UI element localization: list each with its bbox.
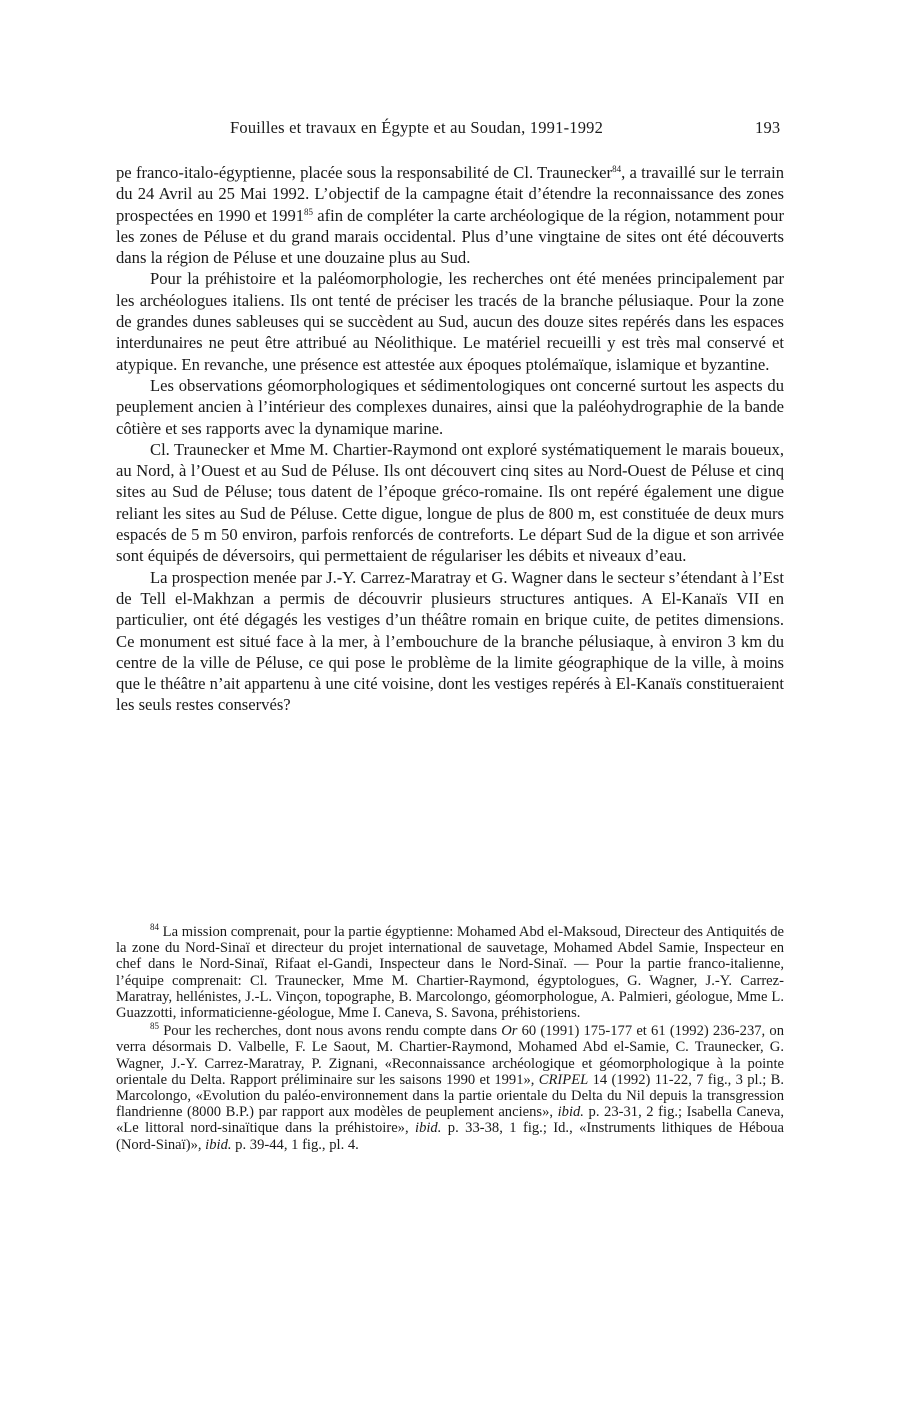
footnote-ref-84: 84 xyxy=(612,164,622,174)
paragraph: pe franco-italo-égyptienne, placée sous la responsabilité de Cl. Traunecker$^{84}$, a travaillé sur le terrain du 24 Avril au 25 Mai 1992. L’objectif de la campagne était d’étendre la reconnaissance des zones prospectées en 1990 et 1991$^{85}$ afin de compléter la carte archéologique de la région, notamment pour les zones de Péluse et du grand marais occidental. Plus d’une vingtaine de sites ont été découverts dans la région de Péluse et une douzaine plus au Sud. xyxy=(116,163,784,268)
footnote-84: $^{84}$ La mission comprenait, pour la partie égyptienne: Mohamed Abd el-Maksoud, Directeur des Antiquités de la zone du Nord-Sinaï et directeur du projet international de sauvetage, Mohamed Abdel Samie, Inspecteur en chef dans le Nord-Sinaï, Rifaat el-Gandi, Inspecteur dans le Nord-Sinaï. — Pour la partie franco-italienne, l’équipe comprenait: Cl. Traunecker, Mme M. Chartier-Raymond, égyptologues, G. Wagner, J.-Y. Carrez-Maratray, hellénistes, J.-L. Vinçon, topographe, B. Marcolongo, géomorphologue, A. Palmieri, géologue, Mme L. Guazzotti, informaticienne-géologue, Mme I. Caneva, S. Savona, préhistoriens. xyxy=(116,922,784,1022)
main-text xyxy=(116,162,784,716)
footnote-85: $^{85}$ Pour les recherches, dont nous avons rendu compte dans Or 60 (1991) 175-177 et 61 (1992) 236-237, on verra désormais D. Valbelle, F. Le Saout, M. Chartier-Raymond, Mohamed Abd el-Samie, C. Traunecker, G. Wagner, J.-Y. Carrez-Maratray, P. Zignani, «Reconnaissance archéologique et géomorphologique à la pointe orientale du Delta. Rapport préliminaire sur les saisons 1990 et 1991», CRIPEL 14 (1992) 11-22, 7 fig., 3 pl.; B. Marcolongo, «Evolution du paléo-environnement dans la partie orientale du Delta du Nil depuis la transgression flandrienne (8000 B.P.) par rapport aux modèles de peuplement anciens», ibid. p. 23-31, 2 fig.; Isabella Caneva, «Le littoral nord-sinaïtique dans la préhistoire», ibid. p. 33-38, 1 fig.; Id., «Instruments lithiques de Héboua (Nord-Sinaï)», ibid. p. 39-44, 1 fig., pl. 4. xyxy=(116,1021,784,1153)
running-title: Fouilles et travaux en Égypte et au Soudan, 1991-1992 xyxy=(230,118,604,137)
paragraph: Pour la préhistoire et la paléomorphologie, les recherches ont été menées principalement par les archéologues italiens. Ils ont tenté de préciser les tracés de la branche pélusiaque. Pour la zone de grandes dunes sableuses qui se succèdent au Sud, aucun des douze sites repérés dans les espaces interdunaires ne peut être attribué au Néolithique. Le matériel recueilli y est très mal conservé et atypique. En revanche, une présence est attestée aux époques ptolémaïque, islamique et byzantine. xyxy=(116,269,784,374)
paragraph: Les observations géomorphologiques et sédimentologiques ont concerné surtout les aspects du peuplement ancien à l’intérieur des complexes dunaires, ainsi que la paléohydrographie de la bande côtière et ses rapports avec la dynamique marine. xyxy=(116,375,784,438)
footnote-number: 84 xyxy=(150,922,159,932)
footnote-ref-85: 85 xyxy=(304,206,314,217)
paragraph: La prospection menée par J.-Y. Carrez-Maratray et G. Wagner dans le secteur s’étendant à l’Est de Tell el-Makhzan a permis de découvrir plusieurs structures antiques. A El-Kanaïs VII en particulier, ont été dégagés les vestiges d’un théâtre romain en brique cuite, de petites dimensions. Ce monument est situé face à la mer, à l’embouchure de la branche pélusiaque, à environ 3 km du centre de la ville de Péluse, ce qui pose le problème de la limite géographique de la ville, à moins que le théâtre n’ait appartenu à une cité voisine, dont les vestiges repérés à El-Kanaïs constitueraient les seuls restes conservés? xyxy=(116,567,784,715)
footnote-number: 85 xyxy=(150,1021,159,1032)
page-number: 193 xyxy=(755,118,781,137)
paragraph: Cl. Traunecker et Mme M. Chartier-Raymond ont exploré systématiquement le marais boueux, au Nord, à l’Ouest et au Sud de Péluse. Ils ont découvert cinq sites au Nord-Ouest de Péluse et cinq sites au Sud de Péluse; tous datent de l’époque gréco-romaine. Ils ont repéré également une digue reliant les sites au Sud de Péluse. Cette digue, longue de plus de 800 m, est constituée de deux murs espacés de 5 m 50 environ, parfois renforcés de contreforts. Le départ Sud de la digue et son arrivée sont équipés de déversoirs, qui permettaient de régulariser les débits et niveaux d’eau. xyxy=(116,439,784,566)
footnotes xyxy=(116,924,784,1155)
